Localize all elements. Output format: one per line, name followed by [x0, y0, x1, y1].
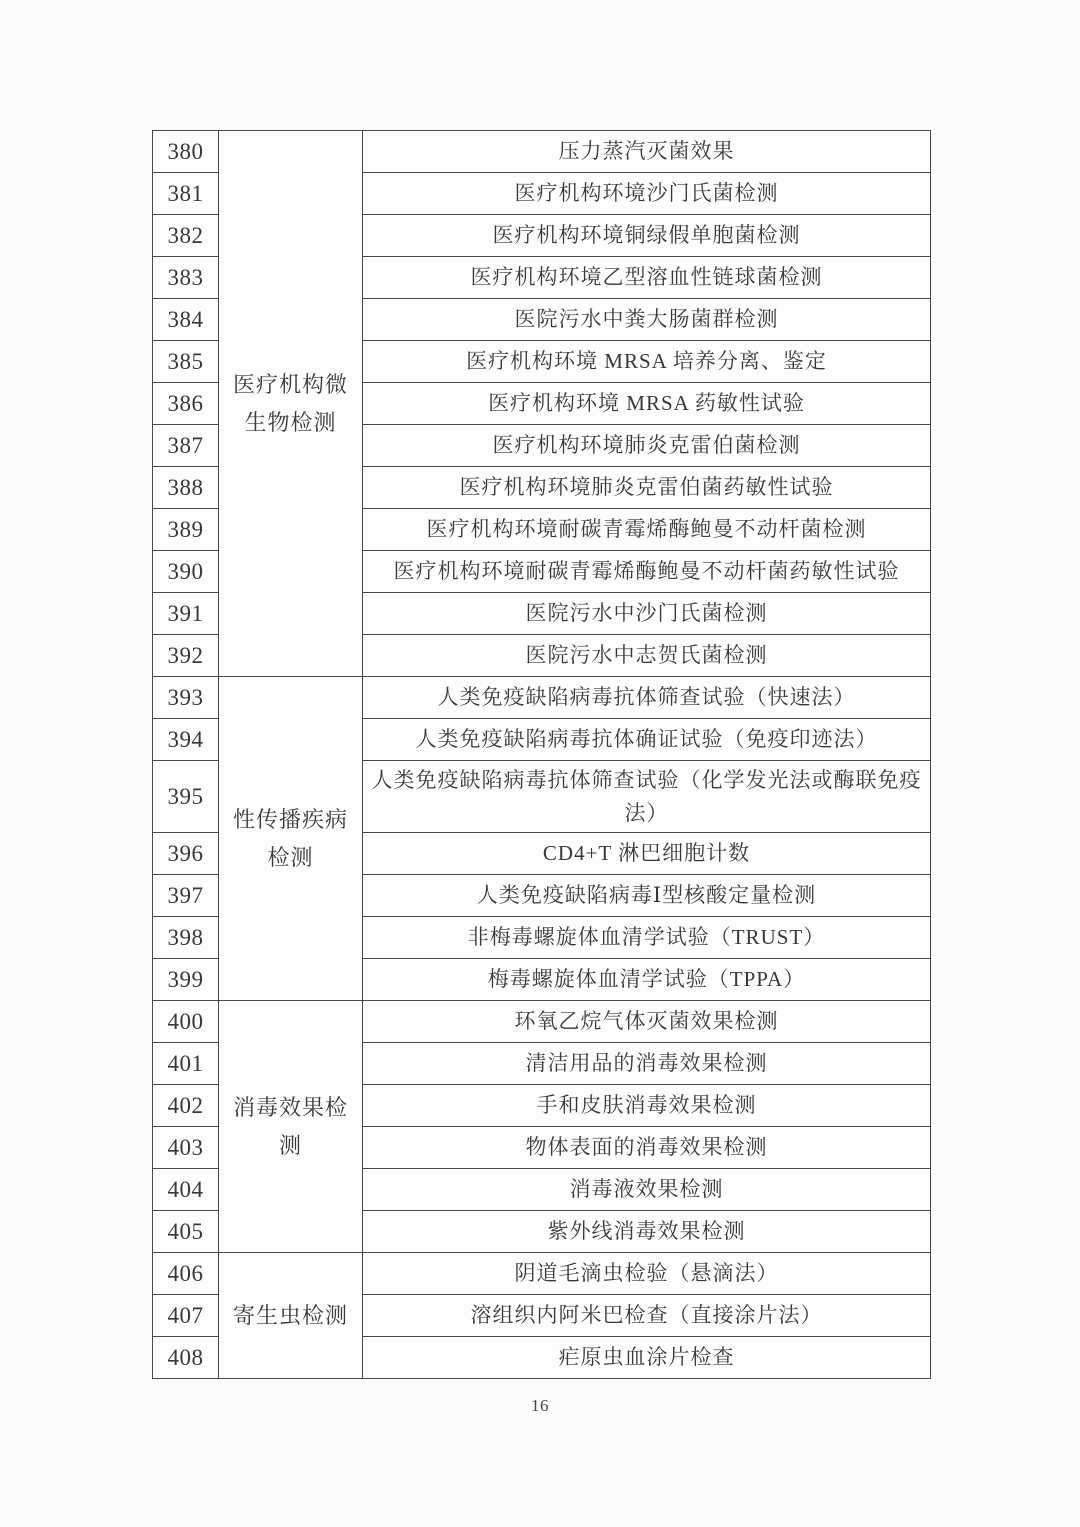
row-number-cell: 399 — [153, 959, 219, 1001]
row-number-cell: 386 — [153, 383, 219, 425]
row-number-cell: 404 — [153, 1169, 219, 1211]
test-name-cell: CD4+T 淋巴细胞计数 — [363, 833, 931, 875]
row-number-cell: 381 — [153, 173, 219, 215]
row-number-cell: 391 — [153, 593, 219, 635]
test-items-table — [152, 130, 931, 1379]
test-name-cell: 医院污水中沙门氏菌检测 — [363, 593, 931, 635]
test-name-cell: 清洁用品的消毒效果检测 — [363, 1043, 931, 1085]
test-name-cell: 手和皮肤消毒效果检测 — [363, 1085, 931, 1127]
test-name-cell: 阴道毛滴虫检验（悬滴法） — [363, 1253, 931, 1295]
test-name-cell: 医院污水中志贺氏菌检测 — [363, 635, 931, 677]
test-items-table-body — [153, 131, 931, 1379]
row-number-cell: 393 — [153, 677, 219, 719]
row-number-cell: 390 — [153, 551, 219, 593]
test-name-cell: 医院污水中粪大肠菌群检测 — [363, 299, 931, 341]
table-row — [153, 1001, 931, 1043]
test-name-cell: 消毒液效果检测 — [363, 1169, 931, 1211]
row-number-cell: 400 — [153, 1001, 219, 1043]
row-number-cell: 392 — [153, 635, 219, 677]
row-number-cell: 396 — [153, 833, 219, 875]
category-cell: 寄生虫检测 — [219, 1253, 363, 1379]
test-name-cell: 非梅毒螺旋体血清学试验（TRUST） — [363, 917, 931, 959]
row-number-cell: 403 — [153, 1127, 219, 1169]
test-name-cell: 物体表面的消毒效果检测 — [363, 1127, 931, 1169]
test-name-cell: 医疗机构环境沙门氏菌检测 — [363, 173, 931, 215]
table-row — [153, 677, 931, 719]
test-name-cell: 溶组织内阿米巴检查（直接涂片法） — [363, 1295, 931, 1337]
row-number-cell: 406 — [153, 1253, 219, 1295]
row-number-cell: 407 — [153, 1295, 219, 1337]
test-name-cell: 环氧乙烷气体灭菌效果检测 — [363, 1001, 931, 1043]
test-name-cell: 人类免疫缺陷病毒抗体筛查试验（化学发光法或酶联免疫法） — [363, 761, 931, 833]
test-name-cell: 紫外线消毒效果检测 — [363, 1211, 931, 1253]
test-name-cell: 医疗机构环境耐碳青霉烯酶鲍曼不动杆菌药敏性试验 — [363, 551, 931, 593]
test-name-cell: 医疗机构环境肺炎克雷伯菌检测 — [363, 425, 931, 467]
row-number-cell: 405 — [153, 1211, 219, 1253]
row-number-cell: 389 — [153, 509, 219, 551]
row-number-cell: 384 — [153, 299, 219, 341]
test-name-cell: 梅毒螺旋体血清学试验（TPPA） — [363, 959, 931, 1001]
test-name-cell: 疟原虫血涂片检查 — [363, 1337, 931, 1379]
test-name-cell: 人类免疫缺陷病毒抗体筛查试验（快速法） — [363, 677, 931, 719]
test-name-cell: 人类免疫缺陷病毒Ⅰ型核酸定量检测 — [363, 875, 931, 917]
category-cell: 消毒效果检测 — [219, 1001, 363, 1253]
row-number-cell: 408 — [153, 1337, 219, 1379]
table-row — [153, 1253, 931, 1295]
test-name-cell: 压力蒸汽灭菌效果 — [363, 131, 931, 173]
table-row — [153, 131, 931, 173]
row-number-cell: 387 — [153, 425, 219, 467]
test-name-cell: 人类免疫缺陷病毒抗体确证试验（免疫印迹法） — [363, 719, 931, 761]
test-name-cell: 医疗机构环境 MRSA 药敏性试验 — [363, 383, 931, 425]
row-number-cell: 402 — [153, 1085, 219, 1127]
row-number-cell: 388 — [153, 467, 219, 509]
category-cell: 性传播疾病检测 — [219, 677, 363, 1001]
test-name-cell: 医疗机构环境铜绿假单胞菌检测 — [363, 215, 931, 257]
test-name-cell: 医疗机构环境耐碳青霉烯酶鲍曼不动杆菌检测 — [363, 509, 931, 551]
page-number: 16 — [531, 1396, 549, 1415]
row-number-cell: 397 — [153, 875, 219, 917]
test-name-cell: 医疗机构环境乙型溶血性链球菌检测 — [363, 257, 931, 299]
row-number-cell: 398 — [153, 917, 219, 959]
row-number-cell: 382 — [153, 215, 219, 257]
row-number-cell: 380 — [153, 131, 219, 173]
row-number-cell: 394 — [153, 719, 219, 761]
row-number-cell: 401 — [153, 1043, 219, 1085]
row-number-cell: 383 — [153, 257, 219, 299]
test-name-cell: 医疗机构环境 MRSA 培养分离、鉴定 — [363, 341, 931, 383]
row-number-cell: 395 — [153, 761, 219, 833]
category-cell: 医疗机构微生物检测 — [219, 131, 363, 677]
test-name-cell: 医疗机构环境肺炎克雷伯菌药敏性试验 — [363, 467, 931, 509]
row-number-cell: 385 — [153, 341, 219, 383]
